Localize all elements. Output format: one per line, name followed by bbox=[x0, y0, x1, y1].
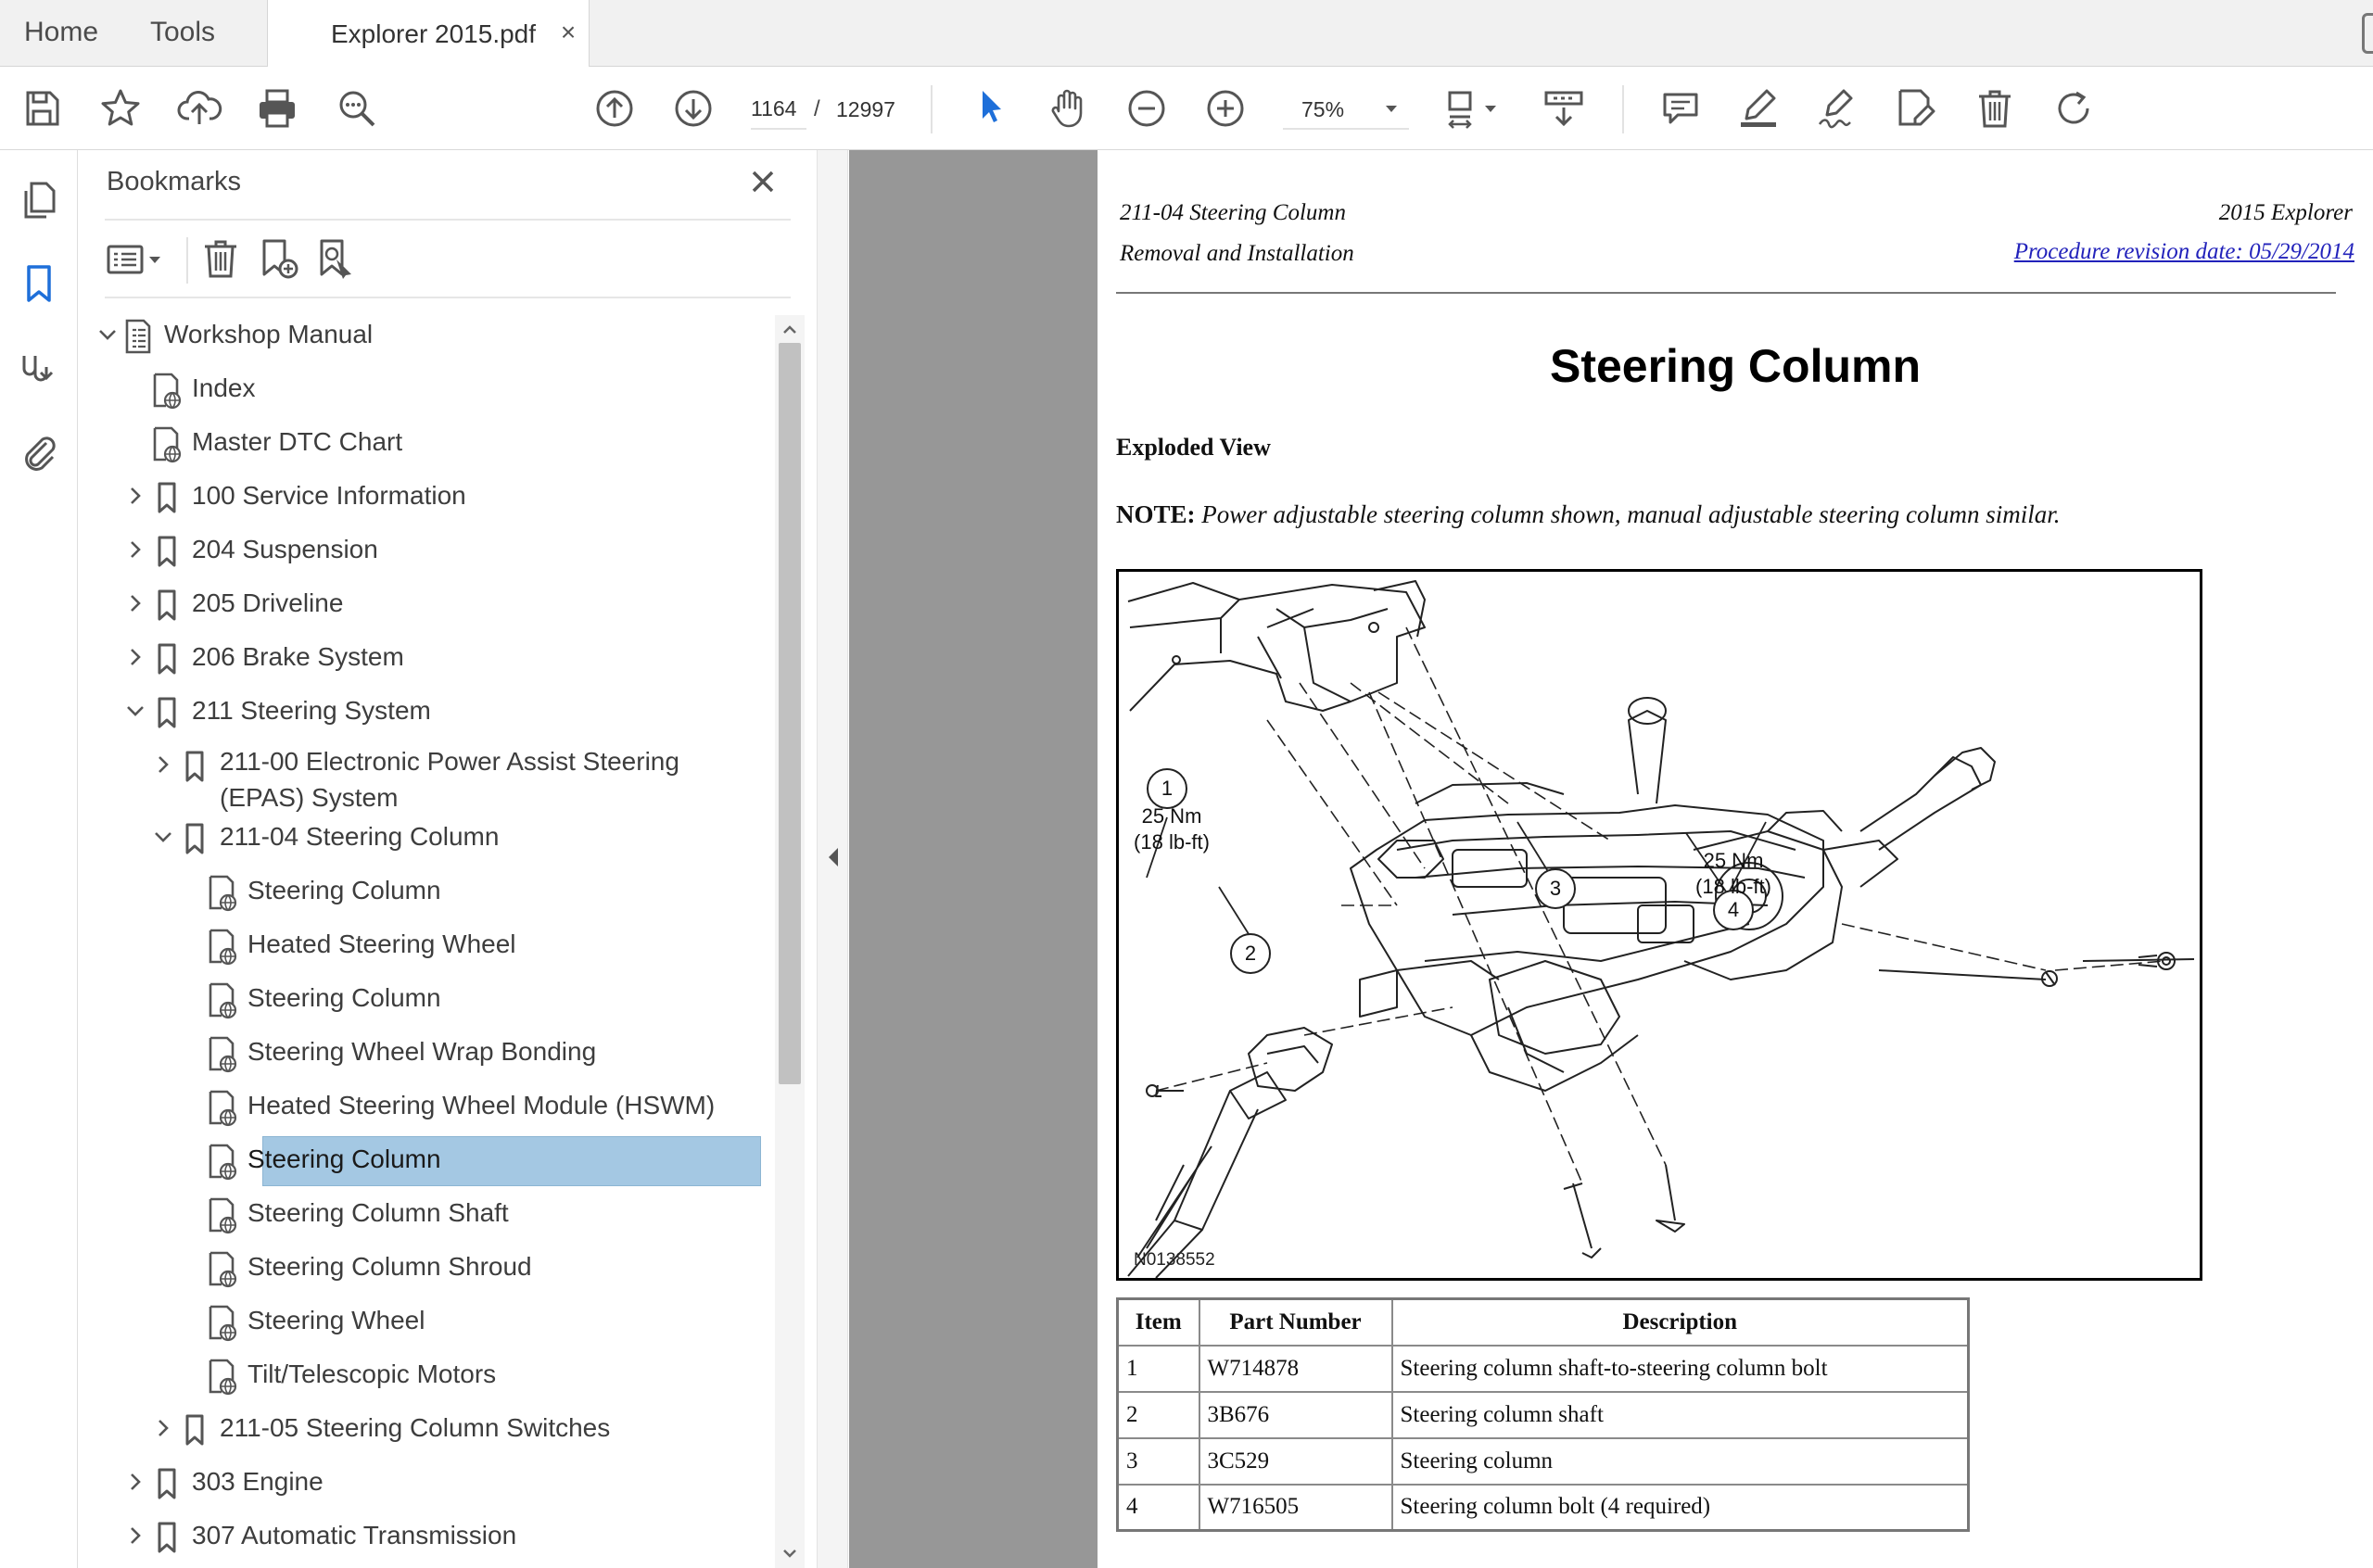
table-header-row bbox=[1118, 1299, 1969, 1346]
cell-description: Steering column bbox=[1392, 1438, 1969, 1485]
zoom-value: 75% bbox=[1301, 97, 1345, 121]
find-bookmark-icon[interactable] bbox=[312, 234, 359, 285]
bookmark-label: 211 Steering System bbox=[192, 696, 431, 725]
column-header-description: Description bbox=[1392, 1299, 1969, 1346]
bookmark-row[interactable] bbox=[79, 1401, 780, 1455]
table-row bbox=[1118, 1438, 1969, 1485]
web-page-icon bbox=[149, 424, 184, 463]
bookmark-row[interactable] bbox=[79, 864, 780, 917]
bookmark-row[interactable] bbox=[79, 1294, 780, 1347]
document-tab[interactable] bbox=[267, 0, 590, 68]
print-icon[interactable] bbox=[252, 83, 302, 133]
revision-date-link[interactable]: Procedure revision date: 05/29/2014 bbox=[2013, 239, 2354, 264]
panel-title: Bookmarks bbox=[107, 167, 242, 196]
bookmark-label: Steering Wheel bbox=[247, 1306, 425, 1334]
scroll-mode-icon[interactable] bbox=[1539, 83, 1589, 133]
exploded-view-heading: Exploded View bbox=[1116, 434, 1271, 461]
bookmark-label: Steering Wheel Wrap Bonding bbox=[247, 1037, 597, 1066]
table-row bbox=[1118, 1485, 1969, 1531]
cell-item: 2 bbox=[1118, 1392, 1199, 1438]
signature-icon[interactable] bbox=[15, 345, 63, 393]
scroll-up-icon[interactable] bbox=[775, 315, 805, 345]
cell-part-number: 3C529 bbox=[1199, 1438, 1392, 1485]
bookmark-row[interactable] bbox=[79, 1025, 780, 1079]
rotate-icon[interactable] bbox=[2049, 83, 2099, 133]
web-page-icon bbox=[205, 980, 240, 1019]
page-separator: / bbox=[814, 96, 820, 121]
tools-tab[interactable]: Tools bbox=[150, 17, 216, 47]
bookmark-row[interactable] bbox=[79, 576, 780, 630]
chevron-right-icon[interactable] bbox=[121, 536, 149, 563]
bookmark-label: 211-04 Steering Column bbox=[220, 822, 500, 851]
find-icon[interactable] bbox=[332, 83, 382, 133]
bookmark-icon bbox=[177, 819, 212, 858]
panel-divider bbox=[105, 219, 791, 221]
cell-item: 4 bbox=[1118, 1485, 1199, 1531]
header-vehicle: 2015 Explorer bbox=[2218, 200, 2353, 225]
bookmark-row[interactable] bbox=[79, 415, 780, 469]
highlight-icon[interactable] bbox=[1733, 83, 1783, 133]
bookmark-row[interactable] bbox=[79, 1509, 780, 1562]
figure-code: N0138552 bbox=[1134, 1250, 1215, 1270]
edit-icon[interactable] bbox=[1891, 83, 1941, 133]
pages-icon[interactable] bbox=[15, 176, 63, 224]
web-page-icon bbox=[205, 873, 240, 912]
comment-icon[interactable] bbox=[1656, 83, 1706, 133]
tab-bar bbox=[0, 0, 2373, 67]
left-rail bbox=[0, 150, 78, 1568]
chevron-right-icon[interactable] bbox=[149, 1414, 177, 1442]
bookmark-label: 307 Automatic Transmission bbox=[192, 1521, 517, 1549]
steering-column-drawing bbox=[1119, 572, 2200, 1278]
bookmark-row[interactable] bbox=[79, 1347, 780, 1401]
bookmark-row[interactable] bbox=[79, 308, 780, 361]
page-total: 12997 bbox=[836, 97, 895, 121]
bookmark-label: 100 Service Information bbox=[192, 481, 466, 510]
header-procedure: Removal and Installation bbox=[1120, 241, 1354, 266]
save-icon[interactable] bbox=[17, 83, 67, 133]
torque-1-imperial: (18 lb-ft) bbox=[1134, 830, 1210, 854]
chevron-right-icon[interactable] bbox=[121, 482, 149, 510]
zoom-in-icon[interactable] bbox=[1200, 83, 1250, 133]
upload-icon[interactable] bbox=[174, 83, 224, 133]
chevron-right-icon[interactable] bbox=[121, 643, 149, 671]
close-panel-icon[interactable] bbox=[744, 163, 781, 200]
web-page-icon bbox=[205, 927, 240, 966]
cell-item: 3 bbox=[1118, 1438, 1199, 1485]
chevron-right-icon[interactable] bbox=[121, 589, 149, 617]
previous-page-icon[interactable] bbox=[590, 83, 640, 133]
delete-icon[interactable] bbox=[1970, 83, 2020, 133]
hand-icon[interactable] bbox=[1044, 83, 1094, 133]
pdf-page bbox=[1098, 150, 2373, 1568]
bookmark-label: Tilt/Telescopic Motors bbox=[247, 1359, 497, 1388]
bookmark-options-icon[interactable] bbox=[105, 234, 170, 285]
toolbar-divider bbox=[1622, 85, 1624, 133]
bookmark-label: Index bbox=[192, 373, 256, 402]
bookmark-label: 303 Engine bbox=[192, 1467, 324, 1496]
bookmarks-scrollbar[interactable] bbox=[775, 315, 805, 1568]
main-toolbar bbox=[0, 67, 2373, 150]
bookmark-row[interactable] bbox=[79, 684, 780, 738]
toolbar-divider bbox=[931, 85, 933, 133]
star-icon[interactable] bbox=[95, 83, 146, 133]
bookmark-row[interactable] bbox=[79, 523, 780, 576]
bookmark-label: Steering Column bbox=[247, 1144, 441, 1173]
zoom-select[interactable] bbox=[1283, 89, 1409, 130]
chevron-down-icon[interactable] bbox=[149, 823, 177, 851]
document-tab-label: Explorer 2015.pdf bbox=[331, 19, 537, 48]
web-page-icon bbox=[205, 1195, 240, 1234]
note-paragraph bbox=[1116, 500, 2060, 529]
web-page-icon bbox=[205, 1249, 240, 1288]
bookmark-label: 211-00 Electronic Power Assist Steering (EPAS) System bbox=[220, 747, 679, 812]
cell-item: 1 bbox=[1118, 1346, 1199, 1392]
note-text: Power adjustable steering column shown, manual adjustable steering column similar. bbox=[1195, 500, 2061, 528]
chevron-down-icon[interactable] bbox=[94, 321, 121, 348]
bookmark-icon bbox=[149, 1518, 184, 1557]
callout-3: 3 bbox=[1549, 877, 1562, 900]
bookmark-row[interactable] bbox=[79, 469, 780, 523]
panel-tool-divider bbox=[186, 237, 188, 284]
bookmark-label: Steering Column Shroud bbox=[247, 1252, 532, 1281]
bookmark-icon bbox=[149, 639, 184, 678]
torque-label-4 bbox=[1682, 848, 1784, 900]
add-bookmark-icon[interactable] bbox=[255, 234, 301, 285]
web-page-icon bbox=[205, 1034, 240, 1073]
bookmark-label: Heated Steering Wheel bbox=[247, 929, 516, 958]
torque-4-imperial: (18 lb-ft) bbox=[1695, 875, 1771, 898]
chevron-down-icon[interactable] bbox=[121, 697, 149, 725]
select-cursor-icon[interactable] bbox=[966, 83, 1016, 133]
web-page-icon bbox=[205, 1088, 240, 1127]
table-row bbox=[1118, 1392, 1969, 1438]
bookmark-row[interactable] bbox=[79, 971, 780, 1025]
bookmark-icon bbox=[149, 478, 184, 517]
document-tree-icon bbox=[121, 317, 157, 356]
sign-icon[interactable] bbox=[1812, 83, 1862, 133]
bookmark-row[interactable] bbox=[79, 630, 780, 684]
callout-4: 4 bbox=[1727, 898, 1740, 921]
web-page-icon bbox=[149, 371, 184, 410]
bookmark-label: Workshop Manual bbox=[164, 320, 374, 348]
web-page-icon bbox=[205, 1142, 240, 1181]
scroll-thumb[interactable] bbox=[779, 343, 801, 1084]
column-header-item: Item bbox=[1118, 1299, 1199, 1346]
torque-label-1 bbox=[1121, 803, 1223, 855]
bookmark-row[interactable] bbox=[79, 810, 780, 864]
cell-part-number: 3B676 bbox=[1199, 1392, 1392, 1438]
delete-bookmark-icon[interactable] bbox=[197, 234, 244, 285]
parts-table bbox=[1116, 1297, 1970, 1532]
bookmark-label: 204 Suspension bbox=[192, 535, 378, 563]
bookmark-row[interactable] bbox=[79, 1079, 780, 1132]
bookmark-label: 206 Brake System bbox=[192, 642, 404, 671]
bookmark-row[interactable] bbox=[79, 1186, 780, 1240]
bookmark-icon bbox=[149, 532, 184, 571]
panel-splitter[interactable] bbox=[817, 150, 848, 1568]
bookmark-icon[interactable] bbox=[15, 259, 63, 308]
torque-1-metric: 25 Nm bbox=[1141, 804, 1202, 828]
table-row bbox=[1118, 1346, 1969, 1392]
cell-part-number: W716505 bbox=[1199, 1485, 1392, 1531]
header-section: 211-04 Steering Column bbox=[1120, 200, 1346, 225]
cell-description: Steering column shaft bbox=[1392, 1392, 1969, 1438]
bookmark-tree bbox=[79, 308, 780, 1568]
bookmark-row[interactable] bbox=[79, 361, 780, 415]
cell-part-number: W714878 bbox=[1199, 1346, 1392, 1392]
callout-2: 2 bbox=[1244, 942, 1257, 965]
bookmark-row[interactable] bbox=[79, 1455, 780, 1509]
bookmark-icon bbox=[177, 1410, 212, 1449]
home-tab[interactable]: Home bbox=[24, 17, 99, 47]
scroll-down-icon[interactable] bbox=[775, 1538, 805, 1568]
bookmark-row[interactable] bbox=[79, 1240, 780, 1294]
cell-description: Steering column bolt (4 required) bbox=[1392, 1485, 1969, 1531]
exploded-view-figure bbox=[1116, 569, 2202, 1281]
bookmark-icon bbox=[149, 1464, 184, 1503]
bookmark-row[interactable] bbox=[79, 917, 780, 971]
bookmark-label: Steering Column Shaft bbox=[247, 1198, 509, 1227]
page-title: Steering Column bbox=[1549, 340, 1922, 392]
attachment-icon[interactable] bbox=[15, 428, 63, 476]
web-page-icon bbox=[205, 1303, 240, 1342]
column-header-part-number: Part Number bbox=[1199, 1299, 1392, 1346]
collapse-panel-icon[interactable] bbox=[825, 843, 842, 871]
bookmark-label: Master DTC Chart bbox=[192, 427, 403, 456]
fit-page-icon[interactable] bbox=[1440, 83, 1505, 133]
close-tab-icon[interactable]: × bbox=[560, 18, 577, 46]
callout-1: 1 bbox=[1161, 777, 1174, 800]
bookmark-label: 205 Driveline bbox=[192, 588, 344, 617]
chevron-right-icon[interactable] bbox=[149, 751, 177, 778]
bookmark-row[interactable] bbox=[79, 1132, 780, 1186]
bookmark-label: Steering Column bbox=[247, 983, 441, 1012]
torque-4-metric: 25 Nm bbox=[1703, 849, 1764, 872]
header-rule bbox=[1116, 292, 2336, 294]
chevron-right-icon[interactable] bbox=[121, 1468, 149, 1496]
bookmark-label: Heated Steering Wheel Module (HSWM) bbox=[247, 1091, 716, 1119]
document-viewport[interactable] bbox=[849, 150, 2373, 1568]
page-number-input[interactable] bbox=[751, 89, 806, 130]
bookmark-row[interactable] bbox=[79, 738, 780, 810]
note-label: NOTE: bbox=[1116, 500, 1196, 528]
panel-divider bbox=[105, 297, 791, 298]
chevron-down-icon bbox=[1379, 96, 1403, 120]
cell-description: Steering column shaft-to-steering column bolt bbox=[1392, 1346, 1969, 1392]
bookmark-label: Steering Column bbox=[247, 876, 441, 904]
bookmark-icon bbox=[149, 586, 184, 625]
bookmarks-panel bbox=[79, 150, 817, 1568]
next-page-icon[interactable] bbox=[668, 83, 718, 133]
bookmark-icon bbox=[149, 693, 184, 732]
bookmark-label: 211-05 Steering Column Switches bbox=[220, 1413, 611, 1442]
window-edge-icon bbox=[2362, 13, 2373, 54]
chevron-right-icon[interactable] bbox=[121, 1522, 149, 1549]
zoom-out-icon[interactable] bbox=[1122, 83, 1172, 133]
bookmark-icon bbox=[177, 747, 212, 786]
web-page-icon bbox=[205, 1357, 240, 1396]
